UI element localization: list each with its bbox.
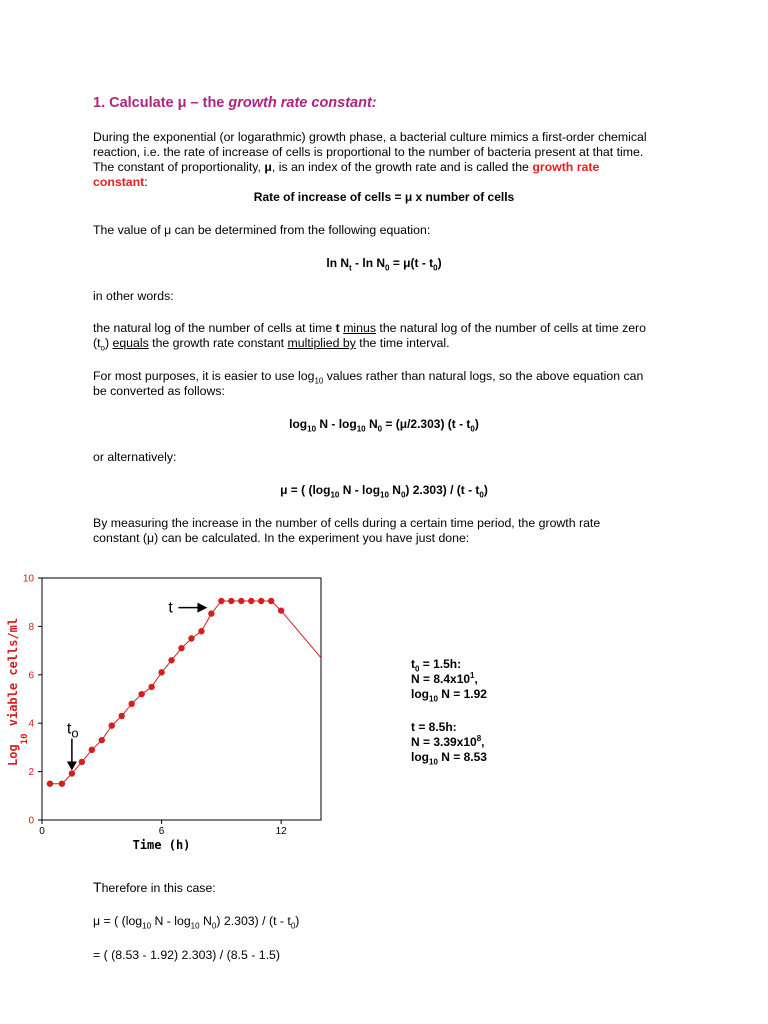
data-point [89, 747, 95, 753]
or-alternatively: or alternatively: [93, 450, 177, 464]
series-line [50, 601, 281, 784]
heading-prefix: 1. Calculate [93, 95, 178, 111]
data-point [109, 722, 115, 728]
log-n0: $\log_{10} N = 1.92$ [411, 687, 487, 704]
intro-line-4: constant: [93, 175, 148, 189]
intro-line-1: During the exponential (or logarathmic) growth phase, a bacterial culture mimics a first-order chemical [93, 130, 647, 144]
t0-time: $t_0 = 1.5h$: [411, 657, 462, 674]
data-point [59, 781, 65, 787]
data-point [148, 684, 154, 690]
data-point [228, 598, 234, 604]
y-tick-label: 4 [28, 718, 34, 730]
data-point [47, 781, 53, 787]
data-point [188, 635, 194, 641]
data-point [79, 759, 85, 765]
y-tick-label: 6 [28, 670, 34, 682]
intro-line-3: The constant of proportionality, μ, is an index of the growth rate and is called the growth rate [93, 160, 600, 174]
n-count: $N = 3.39x10^8$, [411, 734, 485, 749]
decline-line [281, 611, 321, 658]
log10-equation: $\log_{10} N - \log_{10} N_0 = (\mu/2.303)$ $(t - t_0)$ [289, 417, 479, 434]
data-point [218, 598, 224, 604]
constant-term: constant [93, 175, 145, 189]
log-n: $\log_{10} N = 8.53$ [411, 750, 487, 767]
plot-frame [42, 578, 321, 820]
value-paragraph: The value of μ can be determined from the following equation: [93, 223, 431, 237]
mu-equation: μ = ( ($\log_{10}$ N - $\log_{10} N_0$) $2.303) / (t - t_0)$ [280, 483, 488, 500]
section-heading [93, 95, 377, 111]
data-point [198, 628, 204, 634]
data-point [238, 598, 244, 604]
data-point [138, 691, 144, 697]
y-tick-label: 10 [22, 573, 34, 585]
x-tick-label: 0 [39, 826, 45, 837]
data-point [128, 701, 134, 707]
t0-values [411, 657, 487, 702]
data-point [278, 607, 284, 613]
data-point [268, 598, 274, 604]
t0-arrow-label: $t_o$ [66, 720, 79, 741]
y-tick-label: 8 [28, 621, 34, 633]
y-label-rest: viable cells/ml [6, 617, 20, 734]
data-point [258, 598, 264, 604]
calc-step-2: = ( (8.53 - 1.92) 2.303) / (8.5 - 1.5) [93, 948, 280, 962]
t-time: t = 8.5h: [411, 720, 457, 734]
data-point [69, 770, 75, 776]
heading-italic: growth rate constant: [228, 95, 377, 111]
x-axis-label: Time (h) [132, 838, 191, 852]
t-arrow-label: t [168, 599, 173, 617]
data-point [178, 645, 184, 651]
log10-paragraph: For most purposes, it is easier to use $\log_{10}$ values rather than natural logs, so the above equation can be converted as follows: [93, 369, 644, 398]
intro-line-2: reaction, i.e. the rate of increase of cells is proportional to the number of bacteria present at that time. [93, 145, 644, 159]
x-tick-label: 12 [275, 826, 287, 837]
n0-count: $N = 8.4x10^1$, [411, 671, 478, 686]
y-tick-label: 0 [28, 815, 34, 827]
data-point [248, 598, 254, 604]
y-axis-label [6, 618, 30, 766]
data-point [208, 610, 214, 616]
heading-dash: – the [186, 95, 229, 111]
t-values [411, 720, 487, 765]
x-tick-label: 6 [158, 826, 165, 837]
in-other-words: in other words: [93, 289, 174, 303]
intro-paragraph [93, 130, 647, 190]
data-point [168, 657, 174, 663]
measuring-paragraph: By measuring the increase in the number of cells during a certain time period, the growth rate constant (μ) can be calculated. In the experiment you have just done: [93, 516, 601, 545]
growth-rate-term: growth rate [532, 160, 600, 174]
calc-step-1: μ = ( ($\log_{10}$ N - $\log_{10} N_0$) $2.303) / (t - t_0)$ [93, 914, 300, 931]
therefore-line: Therefore in this case: [93, 879, 216, 895]
rate-equation: Rate of increase of cells = μ x number of cells [253, 190, 515, 204]
explanation-paragraph: the natural log of the number of cells at time t minus the natural log of the number of cells at time zero $(t_o)$ equals the growth rate constant multiplied by the time interval. [93, 321, 646, 353]
heading-mu: μ [177, 95, 187, 111]
data-point [158, 669, 164, 675]
data-point [99, 737, 105, 743]
data-point [119, 713, 125, 719]
y-tick-label: 2 [28, 767, 34, 779]
growth-curve-chart [0, 566, 340, 866]
y-label-log: Log [6, 744, 20, 766]
y-label-sub: 10 [20, 733, 30, 745]
t-arrow-head [197, 603, 207, 613]
ln-equation: $\ln N_t - \ln N_0 = \mu(t - t_0)$ [326, 256, 442, 273]
